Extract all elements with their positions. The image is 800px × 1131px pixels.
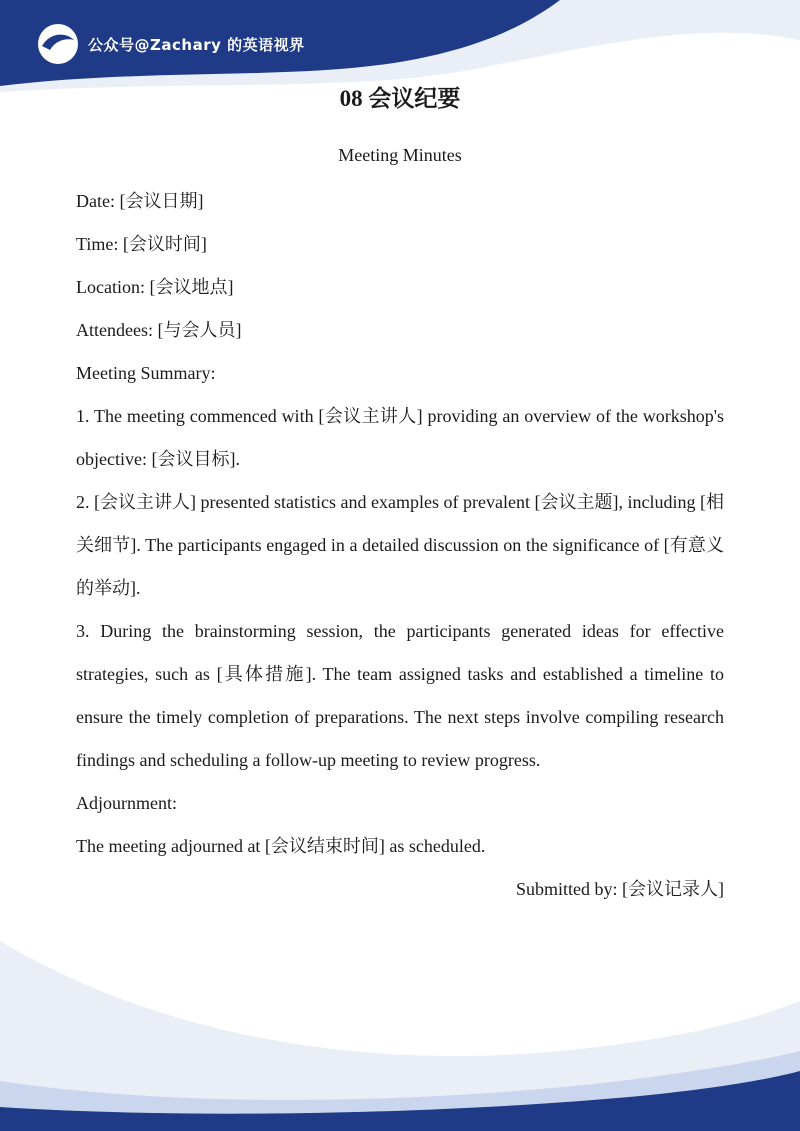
footer-wave-decoration: [0, 921, 800, 1131]
submitted-by: Submitted by: [会议记录人]: [516, 879, 724, 899]
summary-item-2: 2. [会议主讲人] presented statistics and examples of prevalent [会议主题], including [相关细节]. The participants engaged in a detailed discussion on the significance of [有意义的举动].: [76, 492, 724, 598]
date-field: Date: [会议日期]: [76, 191, 204, 211]
page-subtitle: Meeting Minutes: [338, 145, 462, 165]
brand-text: 公众号@Zachary 的英语视界: [88, 35, 305, 54]
summary-heading: Meeting Summary:: [76, 363, 216, 383]
summary-item-1: 1. The meeting commenced with [会议主讲人] providing an overview of the workshop's objective: [会议目标].: [76, 406, 724, 469]
brand-header: [36, 22, 305, 66]
location-field: Location: [会议地点]: [76, 277, 234, 297]
adjournment-text: The meeting adjourned at [会议结束时间] as scheduled.: [76, 836, 486, 856]
swoosh-logo-icon: [36, 22, 80, 66]
adjournment-heading: Adjournment:: [76, 793, 177, 813]
document-body: [76, 180, 724, 911]
time-field: Time: [会议时间]: [76, 234, 207, 254]
summary-item-3: 3. During the brainstorming session, the participants generated ideas for effective strategies, such as [具体措施]. The team assigned tasks and established a timeline to ensure the timely completion of preparations. The next steps involve compiling research findings and scheduling a follow-up meeting to review progress.: [76, 621, 724, 770]
attendees-field: Attendees: [与会人员]: [76, 320, 242, 340]
page-title: 08 会议纪要: [339, 86, 461, 111]
